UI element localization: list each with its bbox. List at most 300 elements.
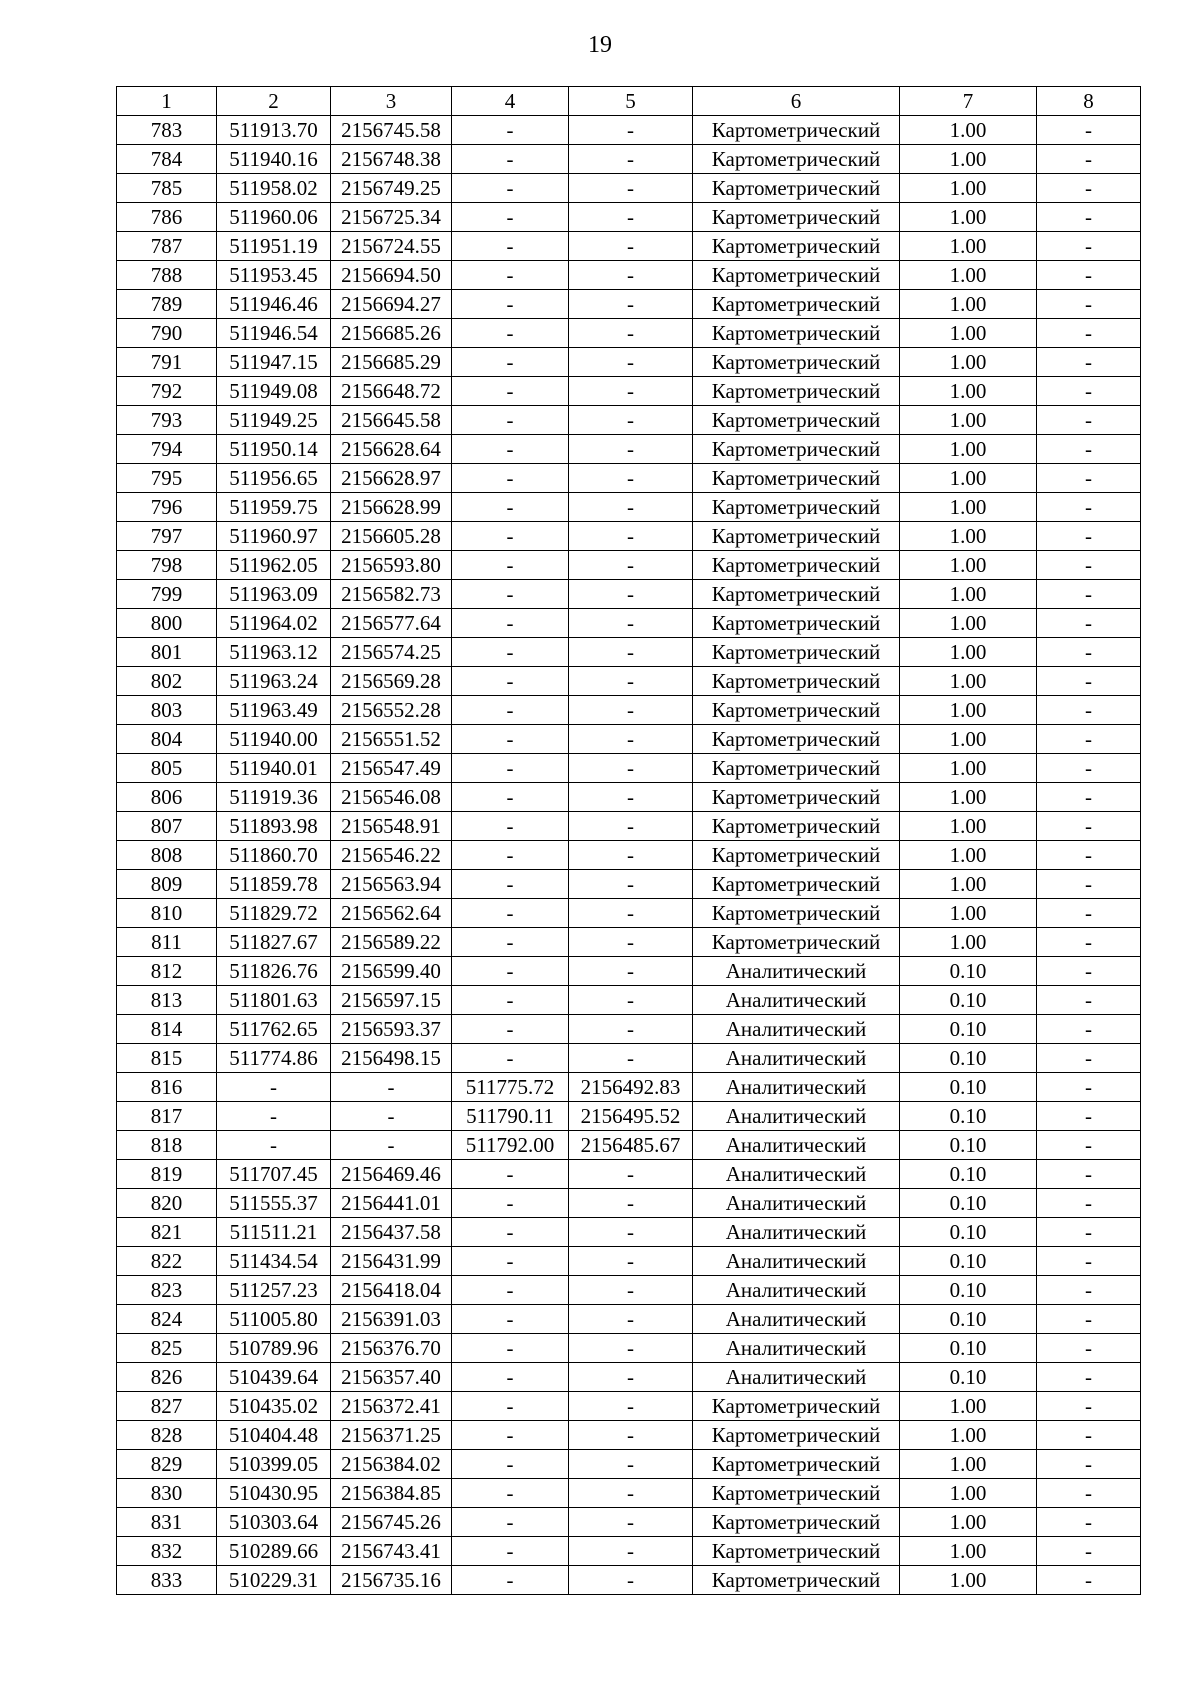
method-cell: Аналитический — [693, 1218, 900, 1247]
y-existing-cell: - — [331, 1102, 452, 1131]
x-existing-cell: 511959.75 — [217, 493, 331, 522]
table-row — [117, 1566, 1141, 1595]
column-header: 7 — [900, 87, 1037, 116]
table-row — [117, 522, 1141, 551]
x-existing-cell: 510430.95 — [217, 1479, 331, 1508]
method-cell: Картометрический — [693, 203, 900, 232]
description-cell: - — [1037, 841, 1141, 870]
description-cell: - — [1037, 174, 1141, 203]
y-existing-cell: 2156562.64 — [331, 899, 452, 928]
accuracy-cell: 1.00 — [900, 1421, 1037, 1450]
table-row — [117, 290, 1141, 319]
method-cell: Картометрический — [693, 841, 900, 870]
point-number-cell: 816 — [117, 1073, 217, 1102]
y-new-cell: - — [569, 290, 693, 319]
x-new-cell: 511775.72 — [452, 1073, 569, 1102]
method-cell: Аналитический — [693, 1015, 900, 1044]
description-cell: - — [1037, 116, 1141, 145]
y-new-cell: - — [569, 1334, 693, 1363]
y-existing-cell: 2156605.28 — [331, 522, 452, 551]
description-cell: - — [1037, 1015, 1141, 1044]
x-new-cell: - — [452, 551, 569, 580]
description-cell: - — [1037, 464, 1141, 493]
x-new-cell: - — [452, 1479, 569, 1508]
y-new-cell: - — [569, 203, 693, 232]
point-number-cell: 815 — [117, 1044, 217, 1073]
y-new-cell: - — [569, 754, 693, 783]
y-new-cell: - — [569, 1508, 693, 1537]
description-cell: - — [1037, 145, 1141, 174]
x-existing-cell: 511960.06 — [217, 203, 331, 232]
point-number-cell: 827 — [117, 1392, 217, 1421]
table-row — [117, 1247, 1141, 1276]
accuracy-cell: 1.00 — [900, 580, 1037, 609]
x-existing-cell: 511963.24 — [217, 667, 331, 696]
y-existing-cell: 2156469.46 — [331, 1160, 452, 1189]
description-cell: - — [1037, 1392, 1141, 1421]
x-existing-cell: - — [217, 1102, 331, 1131]
x-existing-cell: 511960.97 — [217, 522, 331, 551]
y-existing-cell: 2156597.15 — [331, 986, 452, 1015]
x-existing-cell: 511774.86 — [217, 1044, 331, 1073]
x-existing-cell: 511893.98 — [217, 812, 331, 841]
x-existing-cell: 511860.70 — [217, 841, 331, 870]
x-new-cell: 511790.11 — [452, 1102, 569, 1131]
table-row — [117, 1218, 1141, 1247]
description-cell: - — [1037, 609, 1141, 638]
y-new-cell: - — [569, 667, 693, 696]
x-existing-cell: 511940.00 — [217, 725, 331, 754]
x-existing-cell: 511829.72 — [217, 899, 331, 928]
description-cell: - — [1037, 1131, 1141, 1160]
y-new-cell: - — [569, 522, 693, 551]
x-new-cell: - — [452, 174, 569, 203]
accuracy-cell: 1.00 — [900, 696, 1037, 725]
point-number-cell: 799 — [117, 580, 217, 609]
description-cell: - — [1037, 580, 1141, 609]
description-cell: - — [1037, 725, 1141, 754]
y-new-cell: - — [569, 928, 693, 957]
y-existing-cell: - — [331, 1131, 452, 1160]
y-new-cell: - — [569, 638, 693, 667]
table-row — [117, 145, 1141, 174]
description-cell: - — [1037, 232, 1141, 261]
point-number-cell: 797 — [117, 522, 217, 551]
accuracy-cell: 1.00 — [900, 1450, 1037, 1479]
description-cell: - — [1037, 986, 1141, 1015]
x-new-cell: - — [452, 1218, 569, 1247]
x-new-cell: - — [452, 348, 569, 377]
description-cell: - — [1037, 1537, 1141, 1566]
y-new-cell: - — [569, 609, 693, 638]
description-cell: - — [1037, 435, 1141, 464]
y-existing-cell: 2156552.28 — [331, 696, 452, 725]
x-existing-cell: 511919.36 — [217, 783, 331, 812]
accuracy-cell: 1.00 — [900, 638, 1037, 667]
accuracy-cell: 0.10 — [900, 1131, 1037, 1160]
x-new-cell: - — [452, 1537, 569, 1566]
description-cell: - — [1037, 319, 1141, 348]
method-cell: Картометрический — [693, 667, 900, 696]
point-number-cell: 811 — [117, 928, 217, 957]
y-new-cell: - — [569, 1392, 693, 1421]
y-existing-cell: 2156372.41 — [331, 1392, 452, 1421]
description-cell: - — [1037, 957, 1141, 986]
y-existing-cell: 2156418.04 — [331, 1276, 452, 1305]
table-row — [117, 1102, 1141, 1131]
point-number-cell: 783 — [117, 116, 217, 145]
method-cell: Аналитический — [693, 1363, 900, 1392]
method-cell: Аналитический — [693, 1160, 900, 1189]
y-existing-cell: 2156694.27 — [331, 290, 452, 319]
method-cell: Картометрический — [693, 725, 900, 754]
x-new-cell: - — [452, 580, 569, 609]
x-new-cell: - — [452, 725, 569, 754]
column-header: 5 — [569, 87, 693, 116]
accuracy-cell: 0.10 — [900, 1334, 1037, 1363]
accuracy-cell: 1.00 — [900, 841, 1037, 870]
table-row — [117, 754, 1141, 783]
table-row — [117, 1363, 1141, 1392]
x-new-cell: - — [452, 783, 569, 812]
y-new-cell: - — [569, 696, 693, 725]
description-cell: - — [1037, 1044, 1141, 1073]
method-cell: Картометрический — [693, 783, 900, 812]
y-existing-cell: 2156748.38 — [331, 145, 452, 174]
x-new-cell: - — [452, 493, 569, 522]
x-new-cell: - — [452, 290, 569, 319]
y-existing-cell: 2156685.29 — [331, 348, 452, 377]
accuracy-cell: 1.00 — [900, 319, 1037, 348]
table-row — [117, 116, 1141, 145]
table-row — [117, 232, 1141, 261]
y-existing-cell: 2156745.58 — [331, 116, 452, 145]
point-number-cell: 788 — [117, 261, 217, 290]
accuracy-cell: 0.10 — [900, 1044, 1037, 1073]
y-new-cell: - — [569, 1537, 693, 1566]
column-header: 3 — [331, 87, 452, 116]
method-cell: Картометрический — [693, 928, 900, 957]
point-number-cell: 819 — [117, 1160, 217, 1189]
x-existing-cell: 511956.65 — [217, 464, 331, 493]
accuracy-cell: 1.00 — [900, 1566, 1037, 1595]
y-new-cell: - — [569, 1247, 693, 1276]
y-existing-cell: 2156563.94 — [331, 870, 452, 899]
x-existing-cell: 510303.64 — [217, 1508, 331, 1537]
column-header: 2 — [217, 87, 331, 116]
x-new-cell: - — [452, 1015, 569, 1044]
point-number-cell: 824 — [117, 1305, 217, 1334]
method-cell: Картометрический — [693, 1450, 900, 1479]
x-existing-cell: 511511.21 — [217, 1218, 331, 1247]
table-row — [117, 1276, 1141, 1305]
y-existing-cell: 2156582.73 — [331, 580, 452, 609]
x-existing-cell: 511963.12 — [217, 638, 331, 667]
accuracy-cell: 1.00 — [900, 1392, 1037, 1421]
description-cell: - — [1037, 1247, 1141, 1276]
x-new-cell: - — [452, 1392, 569, 1421]
method-cell: Картометрический — [693, 377, 900, 406]
table-row — [117, 870, 1141, 899]
x-existing-cell: 511940.16 — [217, 145, 331, 174]
y-existing-cell: 2156685.26 — [331, 319, 452, 348]
y-new-cell: - — [569, 377, 693, 406]
y-existing-cell: 2156589.22 — [331, 928, 452, 957]
accuracy-cell: 1.00 — [900, 493, 1037, 522]
table-row — [117, 319, 1141, 348]
description-cell: - — [1037, 754, 1141, 783]
y-new-cell: - — [569, 1566, 693, 1595]
method-cell: Картометрический — [693, 232, 900, 261]
point-number-cell: 800 — [117, 609, 217, 638]
x-existing-cell: 511762.65 — [217, 1015, 331, 1044]
x-existing-cell: 511826.76 — [217, 957, 331, 986]
y-existing-cell: 2156498.15 — [331, 1044, 452, 1073]
method-cell: Картометрический — [693, 580, 900, 609]
coordinates-table — [116, 86, 1141, 1595]
point-number-cell: 821 — [117, 1218, 217, 1247]
point-number-cell: 810 — [117, 899, 217, 928]
point-number-cell: 792 — [117, 377, 217, 406]
point-number-cell: 820 — [117, 1189, 217, 1218]
method-cell: Картометрический — [693, 899, 900, 928]
accuracy-cell: 1.00 — [900, 609, 1037, 638]
x-new-cell: - — [452, 754, 569, 783]
x-existing-cell: 511946.54 — [217, 319, 331, 348]
description-cell: - — [1037, 1421, 1141, 1450]
accuracy-cell: 1.00 — [900, 812, 1037, 841]
table-header-row — [117, 87, 1141, 116]
method-cell: Картометрический — [693, 1479, 900, 1508]
x-new-cell: - — [452, 667, 569, 696]
x-existing-cell: 511949.25 — [217, 406, 331, 435]
point-number-cell: 806 — [117, 783, 217, 812]
accuracy-cell: 1.00 — [900, 348, 1037, 377]
x-new-cell: - — [452, 1450, 569, 1479]
x-new-cell: - — [452, 870, 569, 899]
y-existing-cell: 2156574.25 — [331, 638, 452, 667]
table-row — [117, 812, 1141, 841]
point-number-cell: 794 — [117, 435, 217, 464]
description-cell: - — [1037, 1276, 1141, 1305]
y-new-cell: - — [569, 1276, 693, 1305]
column-header: 8 — [1037, 87, 1141, 116]
x-new-cell: 511792.00 — [452, 1131, 569, 1160]
point-number-cell: 807 — [117, 812, 217, 841]
table-row — [117, 493, 1141, 522]
method-cell: Аналитический — [693, 1276, 900, 1305]
description-cell: - — [1037, 522, 1141, 551]
x-new-cell: - — [452, 957, 569, 986]
y-existing-cell: 2156384.02 — [331, 1450, 452, 1479]
table-row — [117, 986, 1141, 1015]
y-new-cell: - — [569, 435, 693, 464]
y-new-cell: - — [569, 1421, 693, 1450]
y-existing-cell: 2156384.85 — [331, 1479, 452, 1508]
y-new-cell: - — [569, 899, 693, 928]
description-cell: - — [1037, 1218, 1141, 1247]
description-cell: - — [1037, 1566, 1141, 1595]
x-new-cell: - — [452, 435, 569, 464]
point-number-cell: 829 — [117, 1450, 217, 1479]
description-cell: - — [1037, 493, 1141, 522]
x-existing-cell: 511940.01 — [217, 754, 331, 783]
method-cell: Картометрический — [693, 609, 900, 638]
y-new-cell: - — [569, 348, 693, 377]
y-existing-cell: 2156724.55 — [331, 232, 452, 261]
x-new-cell: - — [452, 319, 569, 348]
accuracy-cell: 1.00 — [900, 928, 1037, 957]
x-new-cell: - — [452, 377, 569, 406]
accuracy-cell: 1.00 — [900, 232, 1037, 261]
y-new-cell: - — [569, 406, 693, 435]
table-row — [117, 841, 1141, 870]
table-row — [117, 725, 1141, 754]
description-cell: - — [1037, 696, 1141, 725]
x-existing-cell: 510399.05 — [217, 1450, 331, 1479]
x-existing-cell: 511707.45 — [217, 1160, 331, 1189]
column-header: 6 — [693, 87, 900, 116]
table-row — [117, 203, 1141, 232]
accuracy-cell: 1.00 — [900, 261, 1037, 290]
description-cell: - — [1037, 348, 1141, 377]
table-row — [117, 174, 1141, 203]
description-cell: - — [1037, 1450, 1141, 1479]
method-cell: Аналитический — [693, 1073, 900, 1102]
point-number-cell: 809 — [117, 870, 217, 899]
y-new-cell: - — [569, 1015, 693, 1044]
y-new-cell: - — [569, 1479, 693, 1508]
accuracy-cell: 0.10 — [900, 1015, 1037, 1044]
point-number-cell: 808 — [117, 841, 217, 870]
x-new-cell: - — [452, 696, 569, 725]
x-existing-cell: 511949.08 — [217, 377, 331, 406]
description-cell: - — [1037, 1305, 1141, 1334]
y-new-cell: - — [569, 783, 693, 812]
description-cell: - — [1037, 870, 1141, 899]
y-existing-cell: 2156593.37 — [331, 1015, 452, 1044]
table-row — [117, 1015, 1141, 1044]
y-new-cell: 2156492.83 — [569, 1073, 693, 1102]
point-number-cell: 790 — [117, 319, 217, 348]
accuracy-cell: 1.00 — [900, 203, 1037, 232]
x-new-cell: - — [452, 203, 569, 232]
method-cell: Картометрический — [693, 638, 900, 667]
x-existing-cell: 511827.67 — [217, 928, 331, 957]
table-row — [117, 377, 1141, 406]
y-existing-cell: 2156743.41 — [331, 1537, 452, 1566]
accuracy-cell: 1.00 — [900, 435, 1037, 464]
table-row — [117, 609, 1141, 638]
method-cell: Картометрический — [693, 406, 900, 435]
table-row — [117, 957, 1141, 986]
table-row — [117, 1392, 1141, 1421]
y-existing-cell: 2156694.50 — [331, 261, 452, 290]
y-existing-cell: 2156547.49 — [331, 754, 452, 783]
method-cell: Аналитический — [693, 1334, 900, 1363]
accuracy-cell: 0.10 — [900, 1276, 1037, 1305]
x-new-cell: - — [452, 145, 569, 174]
x-new-cell: - — [452, 1363, 569, 1392]
x-new-cell: - — [452, 1247, 569, 1276]
table-row — [117, 1537, 1141, 1566]
method-cell: Картометрический — [693, 1566, 900, 1595]
x-existing-cell: 511859.78 — [217, 870, 331, 899]
x-new-cell: - — [452, 1044, 569, 1073]
description-cell: - — [1037, 551, 1141, 580]
accuracy-cell: 0.10 — [900, 1247, 1037, 1276]
table-row — [117, 1479, 1141, 1508]
y-existing-cell: 2156546.08 — [331, 783, 452, 812]
y-new-cell: - — [569, 464, 693, 493]
y-existing-cell: 2156551.52 — [331, 725, 452, 754]
x-existing-cell: 510404.48 — [217, 1421, 331, 1450]
description-cell: - — [1037, 638, 1141, 667]
point-number-cell: 833 — [117, 1566, 217, 1595]
description-cell: - — [1037, 928, 1141, 957]
description-cell: - — [1037, 261, 1141, 290]
y-new-cell: - — [569, 261, 693, 290]
point-number-cell: 805 — [117, 754, 217, 783]
point-number-cell: 793 — [117, 406, 217, 435]
table-row — [117, 1421, 1141, 1450]
table-row — [117, 899, 1141, 928]
table-row — [117, 1131, 1141, 1160]
y-existing-cell: 2156628.97 — [331, 464, 452, 493]
accuracy-cell: 1.00 — [900, 116, 1037, 145]
accuracy-cell: 0.10 — [900, 1218, 1037, 1247]
description-cell: - — [1037, 377, 1141, 406]
point-number-cell: 803 — [117, 696, 217, 725]
y-existing-cell: 2156437.58 — [331, 1218, 452, 1247]
method-cell: Картометрический — [693, 319, 900, 348]
x-new-cell: - — [452, 841, 569, 870]
point-number-cell: 817 — [117, 1102, 217, 1131]
description-cell: - — [1037, 1334, 1141, 1363]
method-cell: Аналитический — [693, 957, 900, 986]
table-row — [117, 435, 1141, 464]
point-number-cell: 802 — [117, 667, 217, 696]
x-new-cell: - — [452, 232, 569, 261]
x-existing-cell: 511962.05 — [217, 551, 331, 580]
y-new-cell: 2156485.67 — [569, 1131, 693, 1160]
method-cell: Аналитический — [693, 1247, 900, 1276]
x-existing-cell: 510435.02 — [217, 1392, 331, 1421]
point-number-cell: 785 — [117, 174, 217, 203]
y-new-cell: - — [569, 232, 693, 261]
x-new-cell: - — [452, 1305, 569, 1334]
table-row — [117, 1450, 1141, 1479]
x-new-cell: - — [452, 638, 569, 667]
y-new-cell: - — [569, 174, 693, 203]
description-cell: - — [1037, 667, 1141, 696]
x-new-cell: - — [452, 899, 569, 928]
method-cell: Картометрический — [693, 1421, 900, 1450]
point-number-cell: 828 — [117, 1421, 217, 1450]
x-existing-cell: 511958.02 — [217, 174, 331, 203]
y-new-cell: - — [569, 1450, 693, 1479]
table-row — [117, 1073, 1141, 1102]
y-existing-cell: 2156749.25 — [331, 174, 452, 203]
y-new-cell: - — [569, 986, 693, 1015]
x-existing-cell: 510229.31 — [217, 1566, 331, 1595]
x-existing-cell: 511953.45 — [217, 261, 331, 290]
method-cell: Картометрический — [693, 145, 900, 174]
accuracy-cell: 1.00 — [900, 145, 1037, 174]
accuracy-cell: 1.00 — [900, 899, 1037, 928]
column-header: 1 — [117, 87, 217, 116]
page-number: 19 — [588, 32, 612, 58]
